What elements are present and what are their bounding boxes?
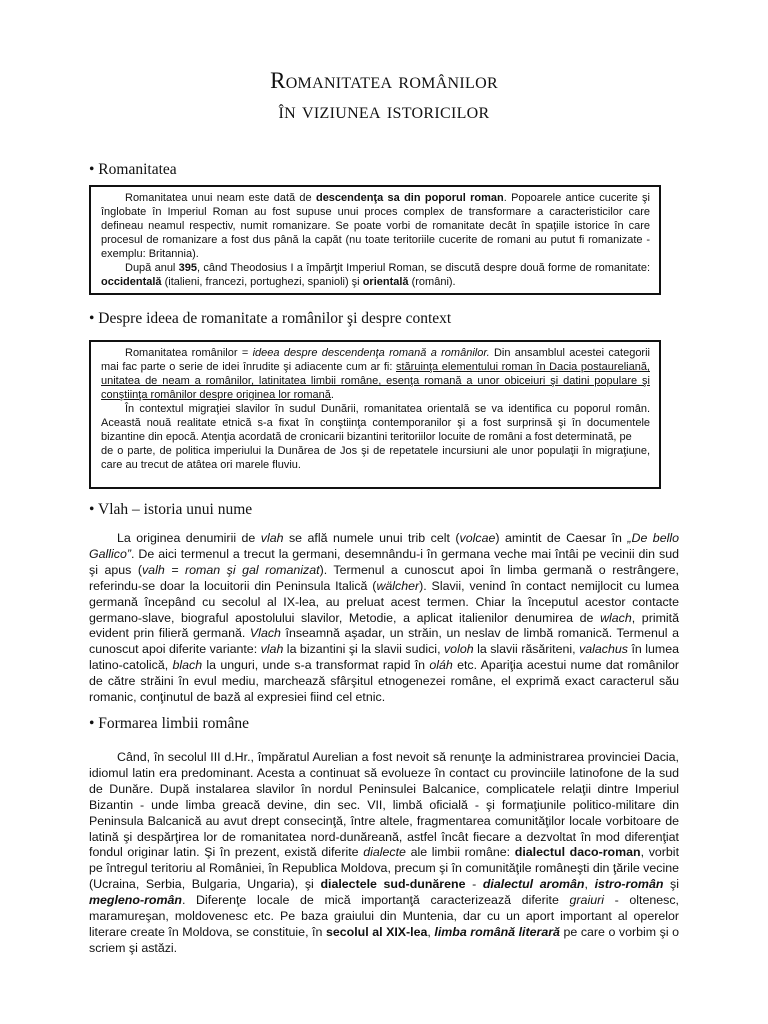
limba-paragraph: Când, în secolul III d.Hr., împăratul Aurelian a fost nevoit să renunţe la administrarea provinciei Dacia, idiomul latin era predominant. Acesta a continuat să evolueze în contact cu provinciile latinofone de la sud de Dunăre. După instalarea slavilor în nordul Peninsulei Balcanice, complicatele relaţii dintre Imperiul Bizantin - unde limba greacă devine, din sec. VII, limbă oficială - şi formaţiunile politico-militare din Peninsula Balcanică au avut drept consecinţă, între altele, fragmentarea comunităţilor locale vorbitoare de latină şi despărţirea lor de romanitatea nord-dunăreană, astfel încât fiecare a dezvoltat în mod diferenţiat fondul originar latin. Şi în prezent, există diferite dialecte ale limbii române: dialectul daco-roman, vorbit pe întregul teritoriu al României, în Republica Moldova, precum şi în comunităţile româneşti din ţările vecine (Ucraina, Serbia, Bulgaria, Ungaria), şi dialectele sud-dunărene - dialectul aromân, istro-român şi megleno-român. Diferenţe locale de mică importanţă caracterizează diferite graiuri - oltenesc, maramureşan, moldovenesc etc. Pe baza graiului din Muntenia, dar cu un aport important al operelor literare create în Moldova, se constituie, în secolul al XIX-lea, limba română literară pe care o vorbim şi o scriem şi astăzi. xyxy=(89,750,680,955)
context-box xyxy=(89,340,661,489)
page-title-line-1: Romanitatea românilor xyxy=(270,68,498,93)
romanitatea-paragraph-2: După anul 395, când Theodosius I a împărţit Imperiul Roman, se discută despre două forme de romanitate: occidentală (italieni, francezi, portughezi, spanioli) şi orientală (români). xyxy=(101,262,650,288)
vlah-paragraph: La originea denumirii de vlah se află numele unui trib celt (volcae) amintit de Caesar în „De bello Gallico”. De aici termenul a trecut la germani, desemnându-i în germana veche mai întâi pe vecinii din sud şi apus (valh = roman şi gal romanizat). Termenul a cunoscut apoi în limba germană o restrângere, referindu-se doar la locuitorii din Peninsula Italică (wälcher). Slavii, venind în contact nemijlocit cu lumea germană începând cu secolul al IX-lea, au preluat acest termen. Chiar la începutul acestor contacte germano-slave, biograful apostolului slavilor, Metodie, a aplicat italienilor denumirea de wlach, primită evident prin filieră germană. Vlach înseamnă aşadar, un străin, un neslav de limbă romanică. Termenul a cunoscut apoi diferite variante: vlah la bizantini şi la slavii sudici, voloh la slavii răsăriteni, valachus în lumea latino-catolică, blach la unguri, unde s-a transformat rapid în oláh etc. Apariţia acestui nume dat românilor de către străini în evul mediu, marchează sfârşitul etnogenezei române, el exprimă exact caracterul său romanic, conţinutul de bază al expresiei fiind cel etnic. xyxy=(89,531,680,705)
romanitatea-box xyxy=(89,185,661,295)
section-heading-context: • Despre ideea de romanitate a românilor şi despre context xyxy=(89,310,452,327)
context-paragraph-2: În contextul migraţiei slavilor în sudul Dunării, romanitatea orientală se va identifica cu poporul român. Această nouă realitate etnică s-a fixat în conştiinţa contemporanilor şi a fost surprinsă şi în documentele bizantine din epocă. Atenţia acordată de cronicarii bizantini teritoriilor locuite de români a fost determinată, pe xyxy=(101,403,650,443)
romanitatea-paragraph-1: Romanitatea unui neam este dată de descendenţa sa din poporul roman. Popoarele antice cucerite şi înglobate în Imperiul Roman au fost supuse unui proces complex de transformare a caracteristicilor care defineau neamul respectiv, numit romanizare. Se poate vorbi de romanitate decât în spaţiile istorice în care procesul de romanizare a fost dus până la capăt (nu toate teritoriile cucerite de romani au putut fi romanizate - exemplu: Britannia). xyxy=(101,192,650,260)
vlah-text xyxy=(89,531,679,706)
section-heading-romanitatea: • Romanitatea xyxy=(89,161,177,178)
page-title-line-2: în viziunea istoricilor xyxy=(278,98,490,123)
section-heading-vlah: • Vlah – istoria unui nume xyxy=(89,501,253,518)
context-paragraph-1: Romanitatea românilor = ideea despre descendenţa romană a românilor. Din ansamblul acestei categorii mai fac parte o serie de idei înrudite şi adiacente cum ar fi: stăruinţa elementului roman în Dacia postaureliană, unitatea de neam a românilor, latinitatea limbii române, esenţa romană a unor obiceiuri şi datini populare şi conştiinţa românilor despre originea lor romană. xyxy=(101,347,650,401)
context-paragraph-3: de o parte, de politica imperiului la Dunărea de Jos şi de repetatele incursiuni ale unor populaţii în migraţiune, care au trecut de atâtea ori marele fluviu. xyxy=(101,445,650,471)
section-heading-limba: • Formarea limbii române xyxy=(89,715,249,732)
limba-text xyxy=(89,750,679,957)
